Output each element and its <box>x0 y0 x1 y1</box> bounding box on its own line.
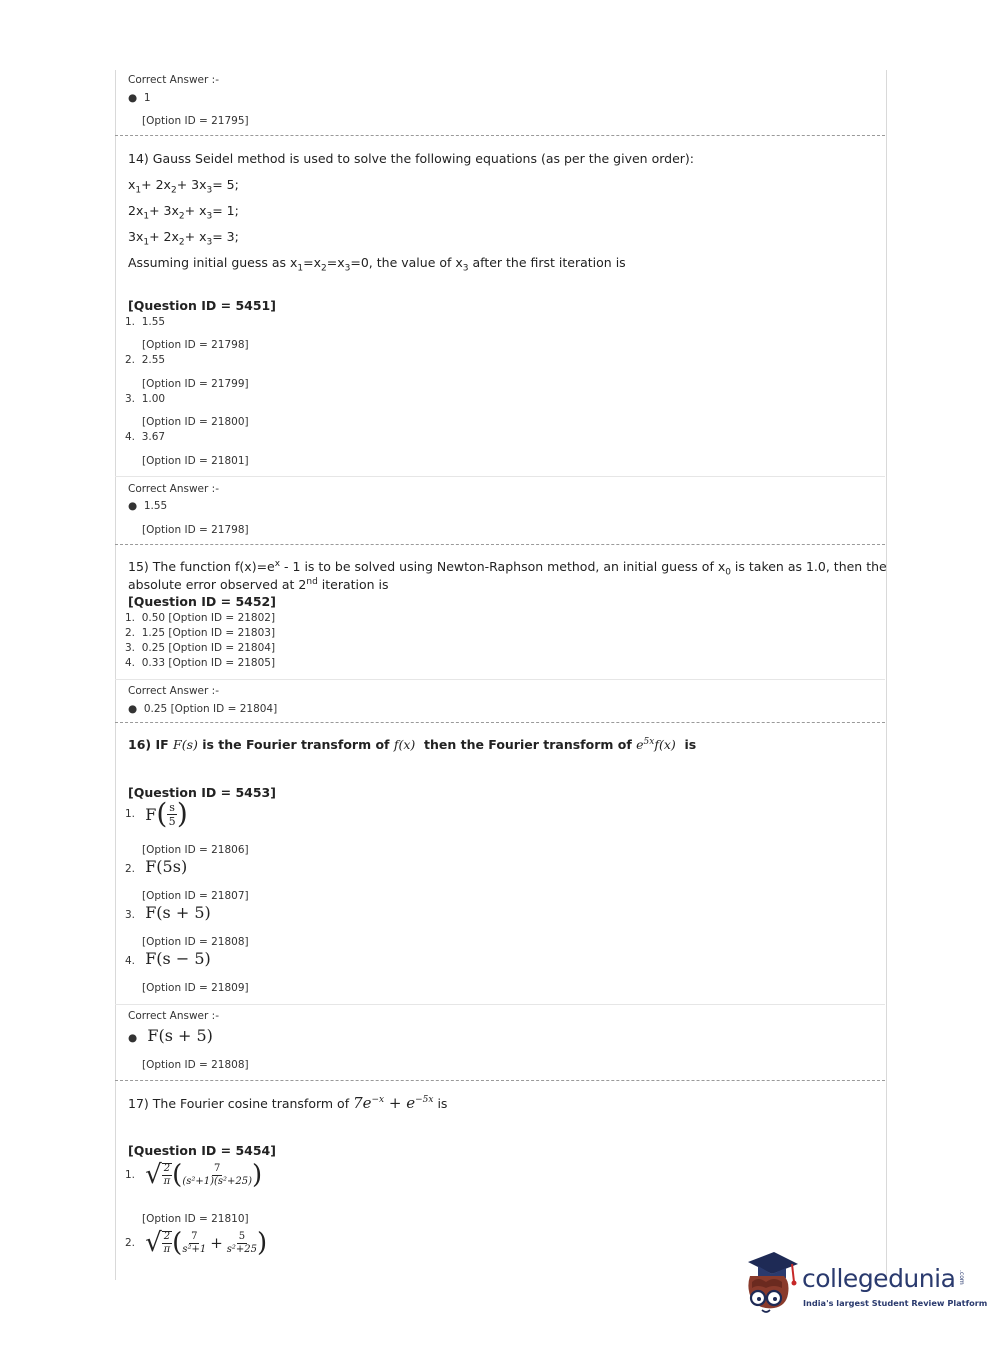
divider <box>115 476 885 477</box>
collegedunia-mascot-icon <box>740 1248 800 1318</box>
option-id: [Option ID = 21806] <box>142 844 249 856</box>
divider <box>115 1080 885 1081</box>
correct-answer-label: Correct Answer :- <box>128 1010 219 1022</box>
option-item: 4. 3.67 <box>125 431 166 443</box>
option-id: [Option ID = 21795] <box>142 115 249 127</box>
question-text: 16) IF F(s) is the Fourier transform of f(x) then the Fourier transform of $e^{5x}f(x)$ is <box>128 737 697 753</box>
question-text: 17) The Fourier cosine transform of $7e^{-x} + e^{-5x}$ is <box>128 1094 448 1112</box>
divider <box>115 722 885 723</box>
correct-answer-label: Correct Answer :- <box>128 685 219 697</box>
divider <box>115 544 885 545</box>
option-item: 3. F(s + 5) <box>125 903 211 922</box>
logo-tagline: India's largest Student Review Platform <box>803 1298 988 1308</box>
equation-3: $3x_1+ 2x_2+ x_3= 3$; <box>128 229 239 248</box>
option-id: [Option ID = 21810] <box>142 1213 249 1225</box>
correct-answer-item: ● 1.55 <box>128 500 168 512</box>
question-text: 14) Gauss Seidel method is used to solve the following equations (as per the given order): <box>128 151 694 166</box>
option-item: 2. F(5s) <box>125 857 188 876</box>
option-id: [Option ID = 21798] <box>142 524 249 536</box>
logo-wordmark: collegedunia <box>802 1264 956 1293</box>
bullet-icon: ● <box>128 500 138 512</box>
option-id: [Option ID = 21801] <box>142 455 249 467</box>
question-text: 15) The function $f(x)=e^x - 1$ is to be solved using Newton-Raphson method, an initial guess of $x_0$ is taken as 1.0, then the <box>128 559 887 578</box>
divider <box>115 135 885 136</box>
divider <box>115 679 885 680</box>
correct-answer-item: ● F(s + 5) <box>128 1026 213 1045</box>
option-item: 4. F(s − 5) <box>125 949 211 968</box>
option-item: 2. 2.55 <box>125 354 166 366</box>
question-id: [Question ID = 5451] <box>128 298 276 313</box>
option-id: [Option ID = 21807] <box>142 890 249 902</box>
bullet-icon: ● <box>128 92 138 104</box>
question-id: [Question ID = 5454] <box>128 1143 276 1158</box>
option-id: [Option ID = 21808] <box>142 1059 249 1071</box>
option-item: 1. F ( $\frac{s}{5}$ ) <box>125 797 188 830</box>
equation-2: $2x_1+ 3x_2+ x_3= 1$; <box>128 203 239 222</box>
option-item: 2. 1.25 [Option ID = 21803] <box>125 627 276 639</box>
bullet-icon: ● <box>128 703 138 715</box>
option-item: 1. 1.55 <box>125 316 166 328</box>
option-id: [Option ID = 21800] <box>142 416 249 428</box>
correct-answer-label: Correct Answer :- <box>128 74 219 86</box>
option-id: [Option ID = 21808] <box>142 936 249 948</box>
option-id: [Option ID = 21799] <box>142 378 249 390</box>
divider <box>115 1004 885 1005</box>
answer-value: 1 <box>143 92 151 104</box>
option-item: 1. 0.50 [Option ID = 21802] <box>125 612 276 624</box>
option-item: 3. 1.00 <box>125 393 166 405</box>
option-item: 4. 0.33 [Option ID = 21805] <box>125 657 276 669</box>
bullet-icon: ● <box>128 1032 138 1044</box>
question-id: [Question ID = 5452] <box>128 594 276 609</box>
logo-dotcom: .com <box>958 1270 965 1285</box>
question-text-cont: absolute error observed at 2nd iteration is <box>128 577 389 593</box>
correct-answer-label: Correct Answer :- <box>128 483 219 495</box>
option-item: 3. 0.25 [Option ID = 21804] <box>125 642 276 654</box>
option-id: [Option ID = 21798] <box>142 339 249 351</box>
option-item: 1. √ $\frac{2}{\pi}$ ( $\frac{7}{\text{(s²+1)(s²+25)}}$ ) <box>125 1160 263 1190</box>
assumption-text: Assuming initial guess as $x_1=x_2=x_3=0$, the value of $x_3$ after the first iteration is <box>128 255 626 274</box>
option-item: 2. √ $\frac{2}{\pi}$ ( $\frac{7}{\text{s²+1}}$ + $\frac{5}{\text{s²+25}}$ ) <box>125 1228 268 1258</box>
option-id: [Option ID = 21809] <box>142 982 249 994</box>
question-id: [Question ID = 5453] <box>128 785 276 800</box>
equation-1: $x_1+ 2x_2+ 3x_3= 5$; <box>128 177 239 196</box>
correct-answer-item: ● 0.25 [Option ID = 21804] <box>128 703 278 715</box>
correct-answer-item <box>128 92 151 104</box>
